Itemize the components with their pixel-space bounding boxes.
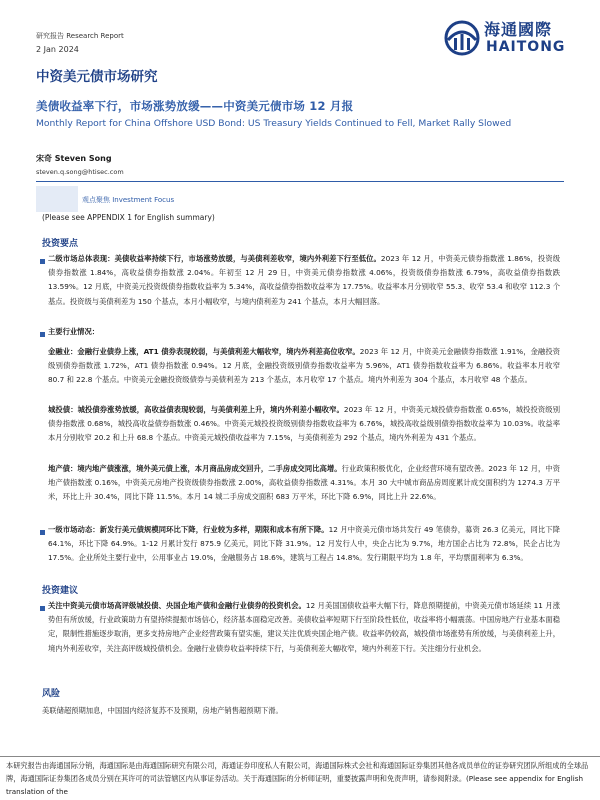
- haitong-logo-icon: [444, 20, 480, 56]
- paragraph-lead: 二级市场总体表现：美债收益率持续下行，市场涨势放缓，与美债利差收窄，境内外利差下行至低位。: [48, 254, 381, 263]
- paragraph-body: 行业政策积极优化，企业经营环境有望改善。2023 年 12 月，中资地产债指数涨 0.16%，中资美元房地产投资级债券指数涨 2.00%，高收益债券指数涨 4.31%。本月 30 大中城市商品房周度累计成交面积约为 1274.3 万平米，环比上升 30.4%，同比下降 11.5%。本月 14 城二手房成交面积 683 万平米，环比下降 6.9%，同比上升 22.6%。: [48, 464, 561, 502]
- author-name: 宋奇 Steven Song: [36, 154, 112, 163]
- author-email[interactable]: steven.q.song@htisec.com: [36, 168, 124, 176]
- paragraph-lgfv: [48, 403, 560, 446]
- paragraph-body: 12 月美国国债收益率大幅下行，降息预期提前，中资美元债市场延续 11 月涨势但有所放缓，行业政策助力有望持续提振市场信心，经济基本面稳定改善。美债收益率短期下行至阶段性低位，收益率将小幅震荡。中国房地产行业基本面稳定，限制性措施逐步取消，更多支持房地产企业经营政策有望实施，建议关注优质央国企地产债。收益率仍较高，城投债市场涨势有所放缓，与美债利差上升，境内外利差收窄，关注高评级城投债机会。金融行业债券收益率持续下行，与美债利差大幅收窄，境内外利差下行。关注细分行业机会。: [48, 601, 561, 653]
- page-title: 中资美元债市场研究: [36, 69, 158, 85]
- bullet-icon: [40, 259, 45, 264]
- section-heading-advice: 投资建议: [42, 586, 79, 596]
- paragraph-property: [48, 462, 560, 505]
- bullet-icon: [40, 606, 45, 611]
- risk-text: 美联储超预期加息，中国国内经济复苏不及预期，房地产销售超预期下滑。: [42, 706, 283, 715]
- logo-chinese-text: 海通國際: [484, 20, 553, 39]
- english-summary-note: (Please see APPENDIX 1 for English summary): [42, 213, 215, 222]
- report-type-label: 研究报告 Research Report: [36, 32, 124, 40]
- bullet-icon: [40, 530, 45, 535]
- paragraph-lead: 一级市场动态：新发行美元债规模同环比下降，行业较为多样，期限和成本有所下降。: [48, 525, 329, 534]
- focus-decor-box: [36, 186, 78, 212]
- paragraph-lead: 地产债：境内地产债涨涨，境外美元债上涨，本月商品房成交回升，二手房成交同比高增。: [48, 464, 342, 473]
- report-date: 2 Jan 2024: [36, 45, 79, 54]
- paragraph-lead: 主要行业情况：: [48, 327, 100, 336]
- paragraph-lead: 关注中资美元债市场高评级城投债、央国企地产债和金融行业债券的投资机会。: [48, 601, 306, 610]
- paragraph-body: 2023 年 12 月，中资美元债券指数涨 1.86%，投资级债券指数涨 1.84%，高收益债券指数涨 2.04%。年初至 12 月 29 日，中资美元债券指数涨 4.06%，投资级债券指数涨 6.79%，高收益债券指数跌 13.59%。12 月底，中资美元投资级债券指数收益率为 5.34%，高收益债券指数收益率为 17.75%。收益率本月分别收窄 55.3、收窄 53.4 和收窄 112.3 个基点。投资级与美债利差为 150 个基点，本月小幅收窄，与境内债利差为 241 个基点，本月大幅回落。: [48, 254, 561, 306]
- footer-disclaimer: 本研究报告由海通国际分销，海通国际是由海通国际研究有限公司，海通证券印度私人有限公司，海通国际株式会社和海通国际证券集团其他各成员单位的证券研究团队所组成的全球品牌，海通国际证券集团各成员分别在其许可的司法管辖区内从事证券活动。关于海通国际的分析师证明，重要披露声明和免责声明，请参阅附录。(Please see appendix for English translation of the: [6, 761, 589, 796]
- subtitle-chinese: 美债收益率下行，市场涨势放缓——中资美元债市场 12 月报: [36, 99, 354, 113]
- paragraph-lead: 城投债：城投债券涨势放缓，高收益债表现较弱，与美债利差上升，境内外利差小幅收窄。: [48, 405, 344, 414]
- subtitle-english: Monthly Report for China Offshore USD Bond: US Treasury Yields Continued to Fell, Market Rally Slowed: [36, 118, 512, 129]
- company-logo: [444, 14, 564, 62]
- paragraph-body: 2023 年 12 月，中资美元金融债券指数涨 1.91%，金融投资级别债券指数涨 1.72%，AT1 债券指数涨 0.94%。12 月底，金融投资级别债券指数收益率为 5.96%，AT1 债券指数收益率为 6.86%。收益率本月收窄 80.7 和 22.8 个基点。中资美元金融投资级债券与美债利差为 213 个基点，本月收窄 17 个基点。境内外利差为 304 个基点，本月收窄 48 个基点。: [48, 347, 560, 385]
- paragraph-advice: [48, 599, 560, 656]
- paragraph-industries: [48, 325, 560, 339]
- bullet-icon: [40, 332, 45, 337]
- paragraph-body: 12 月中资美元债市场共发行 49 笔债券，募资 26.3 亿美元，同比下降 64.1%，环比下降 64.9%。1-12 月累计发行 875.9 亿美元，同比下降 31.9%。12 月发行人中，央企占比为 9.7%，地方国企占比为 72.8%，民企占比为 17.5%。企业所处主要行业中，公用事业占 19.0%，金融服务占 18.6%，建筑与工程占 14.8%。发行期限平均为 1.8 年，平均票面利率为 6.3%。: [48, 525, 561, 563]
- paragraph-primary-market: [48, 523, 560, 566]
- logo-english-text: HAITONG: [486, 39, 566, 55]
- paragraph-body: 2023 年 12 月，中资美元城投债券指数涨 0.65%，城投投资级别债券指数涨 0.68%，城投高收益债券指数涨 0.46%。中资美元城投投资级别债券指数收益率为 6.76%，城投高收益级别债券指数收益率为 10.03%。收益率本月分别收窄 20.2 和上升 68.8 个基点。中资美元城投债收益率为 7.15%，与美债利差为 292 个基点，境内外利差为 431 个基点。: [48, 405, 560, 443]
- paragraph-lead: 金融业：金融行业债券上涨，AT1 债券表现较弱，与美债利差大幅收窄，境内外利差高位收窄。: [48, 347, 360, 356]
- section-heading-highlights: 投资要点: [42, 239, 79, 249]
- section-heading-risk: 风险: [42, 689, 61, 699]
- divider: [36, 181, 564, 182]
- paragraph-secondary-market: [48, 252, 560, 309]
- paragraph-financials: [48, 345, 560, 388]
- investment-focus-label: 观点聚焦 Investment Focus: [82, 196, 175, 204]
- footer-divider: [0, 756, 600, 757]
